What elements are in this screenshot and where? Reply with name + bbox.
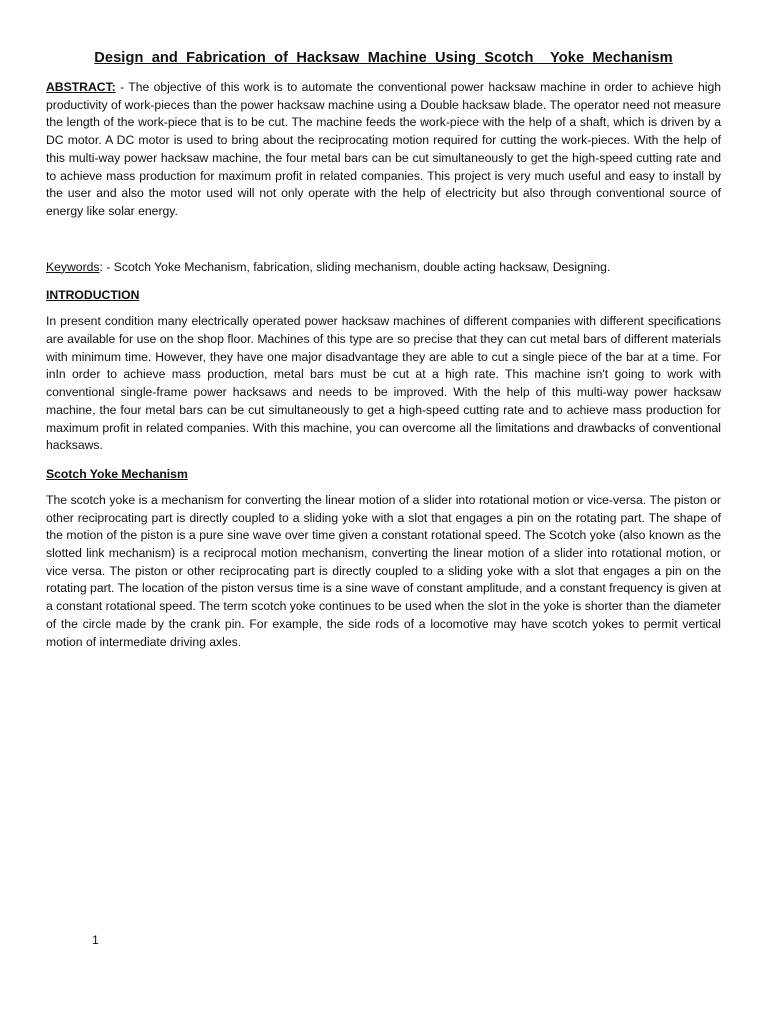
keywords-label: Keywords [46,259,100,274]
scotch-yoke-paragraph: The scotch yoke is a mechanism for converting the linear motion of a slider into rotational motion or vice-versa. The piston or other reciprocating part is directly coupled to a sliding yoke with a slot that engages a pin on the rotating part. The shape of the motion of the piston is a pure sine wave over time given a constant rotational speed. The Scotch yoke (also known as the slotted link mechanism) is a reciprocal motion mechanism, converting the linear motion of a slider into rotational motion, or vice versa. The piston or other reciprocating part is directly coupled to a sliding yoke with a slot that engages a pin on the rotating part. The location of the piston versus time is a sine wave of constant amplitude, and a constant frequency is given at a constant rotational speed. The term scotch yoke continues to be used when the slot in the yoke is shorter than the diameter of the circle made by the crank pin. For example, the side rods of a locomotive may have scotch yokes to permit vertical motion of intermediate driving axles. [46,492,721,649]
keywords-text: : - Scotch Yoke Mechanism, fabrication, sliding mechanism, double acting hacksaw, Designing. [99,259,611,274]
scotch-yoke-heading: Scotch Yoke Mechanism [46,466,188,481]
abstract-label: ABSTRACT: [46,80,116,94]
introduction-paragraph: In present condition many electrically operated power hacksaw machines of different companies with different specifications are available for use on the shop floor. Machines of this type are so precise that they can cut metal bars of different materials with minimum time. However, they have one major disadvantage they are able to cut a single piece of the bar at a time. For inIn order to achieve mass production, metal bars must be cut at a high rate. This machine isn't going to work with conventional single-frame power hacksaws and needs to be improved. With the help of this multi-way power hacksaw machine, the four metal bars can be cut simultaneously to get a high-speed cutting rate and to achieve mass production for maximum profit in related companies. With this machine, you can overcome all the limitations and drawbacks of conventional hacksaws. [46,314,721,453]
page-number: 1 [92,933,99,947]
document-title: Design_and_Fabrication_of_Hacksaw_Machine_Using_Scotch__Yoke_Mechanism [94,50,673,66]
introduction-heading: INTRODUCTION [46,288,140,303]
abstract-text: - The objective of this work is to automate the conventional power hacksaw machine in order to achieve high productivity of work-pieces than the power hacksaw machine using a Double hacksaw blade. The operator need not measure the length of the work-piece that is to be cut. The machine feeds the work-piece with the help of a shaft, which is driven by a DC motor. A DC motor is used to bring about the reciprocating motion required for cutting the work-pieces. With the help of this multi-way power hacksaw machine, the four metal bars can be cut simultaneously to get the high-speed cutting rate and to achieve mass production for maximum profit in related companies. This project is very much useful and easy to install by the user and also the motor used will not only operate with the help of electricity but also through conventional source of energy like solar energy. [46,80,721,218]
document-page [46,50,721,651]
abstract-paragraph [46,79,721,221]
keywords-paragraph [46,259,721,277]
